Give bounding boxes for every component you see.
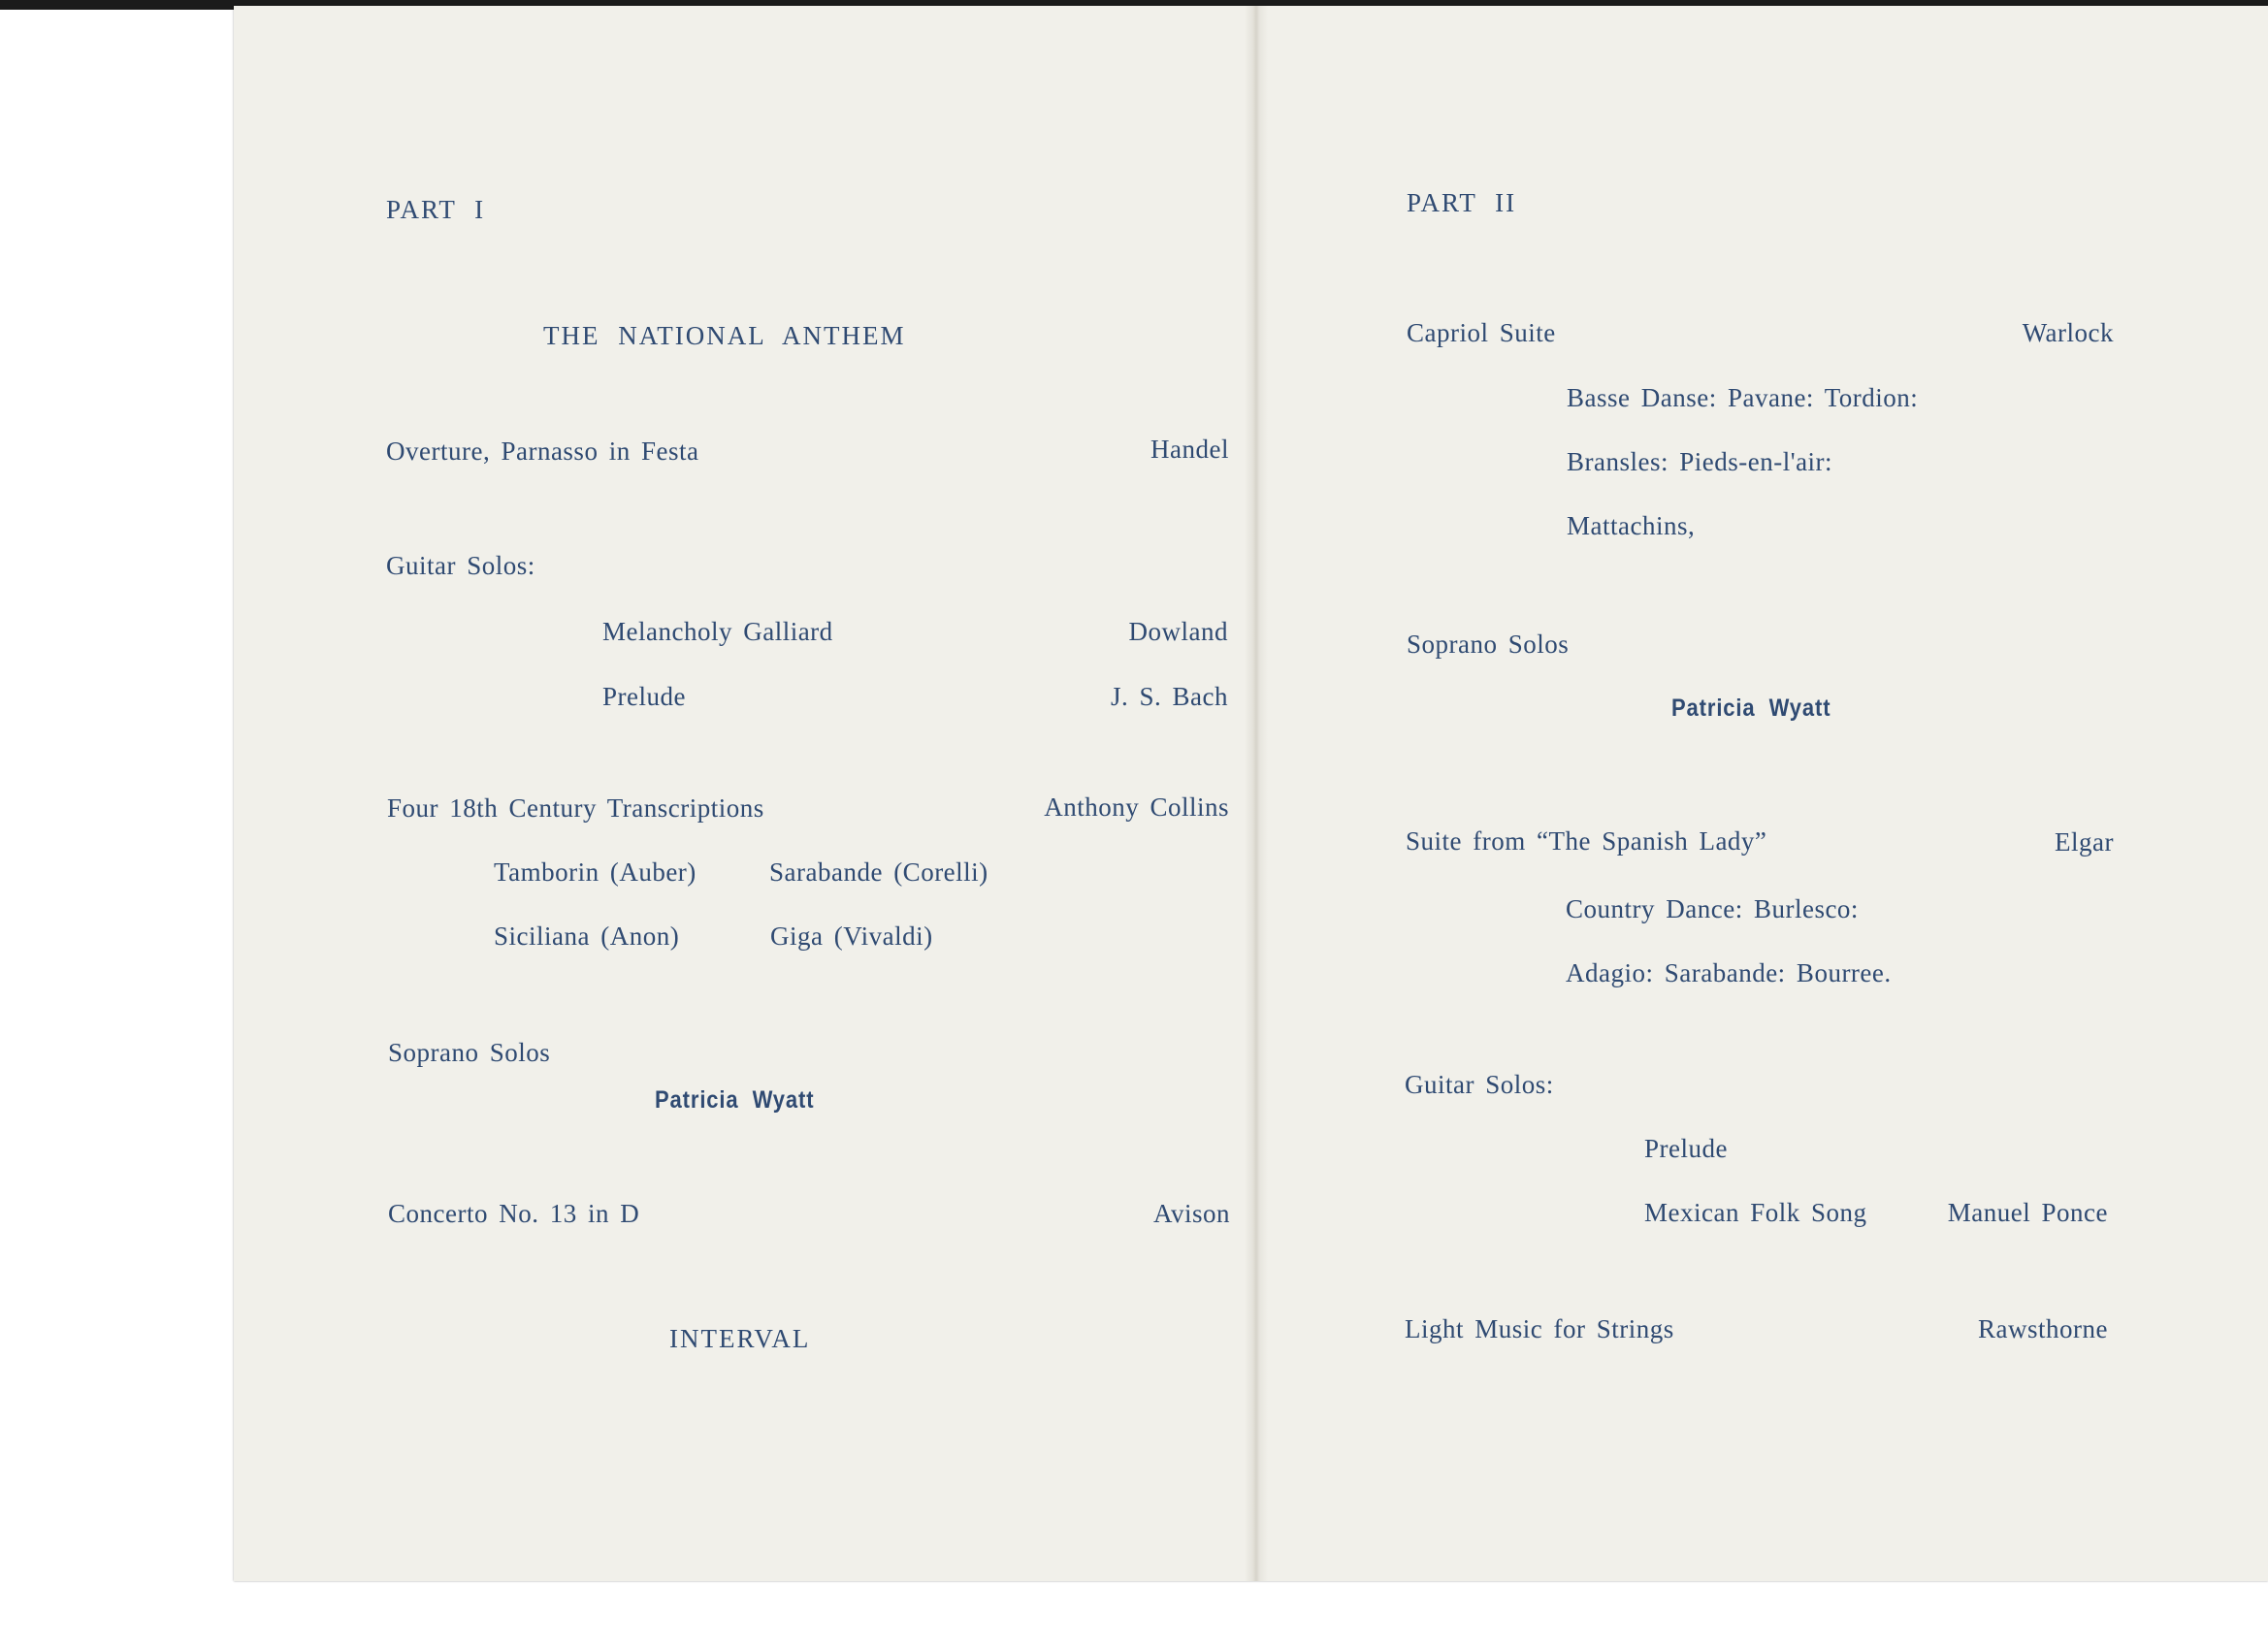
capriol-movements: Basse Danse: Pavane: Tordion: bbox=[1567, 383, 1919, 412]
part-two-heading: PART II bbox=[1407, 188, 1517, 217]
transcription-piece: Tamborin (Auber) bbox=[494, 857, 697, 887]
soprano-performer-right: Patricia Wyatt bbox=[1671, 695, 1831, 722]
capriol-composer: Warlock bbox=[2022, 318, 2114, 347]
guitar-piece-composer: Manuel Ponce bbox=[1947, 1198, 2108, 1227]
interval-heading: INTERVAL bbox=[669, 1324, 811, 1353]
guitar-solos-heading-left: Guitar Solos: bbox=[386, 551, 535, 580]
left-page bbox=[234, 6, 1245, 1581]
capriol-title: Capriol Suite bbox=[1407, 318, 1556, 347]
transcription-piece: Siciliana (Anon) bbox=[494, 922, 680, 951]
guitar-piece-composer: J. S. Bach bbox=[1111, 682, 1228, 711]
capriol-movements: Bransles: Pieds-en-l'air: bbox=[1567, 447, 1833, 476]
spanish-lady-title: Suite from “The Spanish Lady” bbox=[1406, 826, 1767, 856]
concerto-title: Concerto No. 13 in D bbox=[388, 1199, 640, 1228]
spanish-lady-composer: Elgar bbox=[2055, 827, 2114, 857]
transcriptions-composer: Anthony Collins bbox=[1044, 792, 1229, 822]
capriol-movements: Mattachins, bbox=[1567, 511, 1696, 540]
soprano-performer-left: Patricia Wyatt bbox=[655, 1086, 815, 1114]
guitar-piece-composer: Dowland bbox=[1128, 617, 1228, 646]
guitar-solos-heading-right: Guitar Solos: bbox=[1405, 1070, 1554, 1099]
national-anthem-heading: THE NATIONAL ANTHEM bbox=[543, 321, 906, 350]
soprano-solos-heading-right: Soprano Solos bbox=[1407, 630, 1570, 659]
spanish-lady-movements: Adagio: Sarabande: Bourree. bbox=[1566, 958, 1892, 987]
guitar-piece-title: Prelude bbox=[602, 682, 686, 711]
transcription-piece: Giga (Vivaldi) bbox=[770, 922, 933, 951]
overture-title: Overture, Parnasso in Festa bbox=[386, 436, 699, 466]
guitar-piece-title: Mexican Folk Song bbox=[1644, 1198, 1867, 1227]
transcriptions-title: Four 18th Century Transcriptions bbox=[387, 793, 764, 823]
right-page bbox=[1268, 6, 2268, 1581]
spanish-lady-movements: Country Dance: Burlesco: bbox=[1566, 894, 1859, 923]
concerto-composer: Avison bbox=[1152, 1199, 1230, 1228]
light-music-composer: Rawsthorne bbox=[1978, 1314, 2108, 1343]
guitar-piece-title: Melancholy Galliard bbox=[602, 617, 833, 646]
transcription-piece: Sarabande (Corelli) bbox=[769, 857, 988, 887]
light-music-title: Light Music for Strings bbox=[1405, 1314, 1674, 1343]
guitar-piece-title: Prelude bbox=[1644, 1134, 1728, 1163]
soprano-solos-heading-left: Soprano Solos bbox=[388, 1038, 551, 1067]
centre-fold bbox=[1245, 6, 1268, 1581]
overture-composer: Handel bbox=[1150, 435, 1229, 464]
part-one-heading: PART I bbox=[386, 195, 486, 224]
